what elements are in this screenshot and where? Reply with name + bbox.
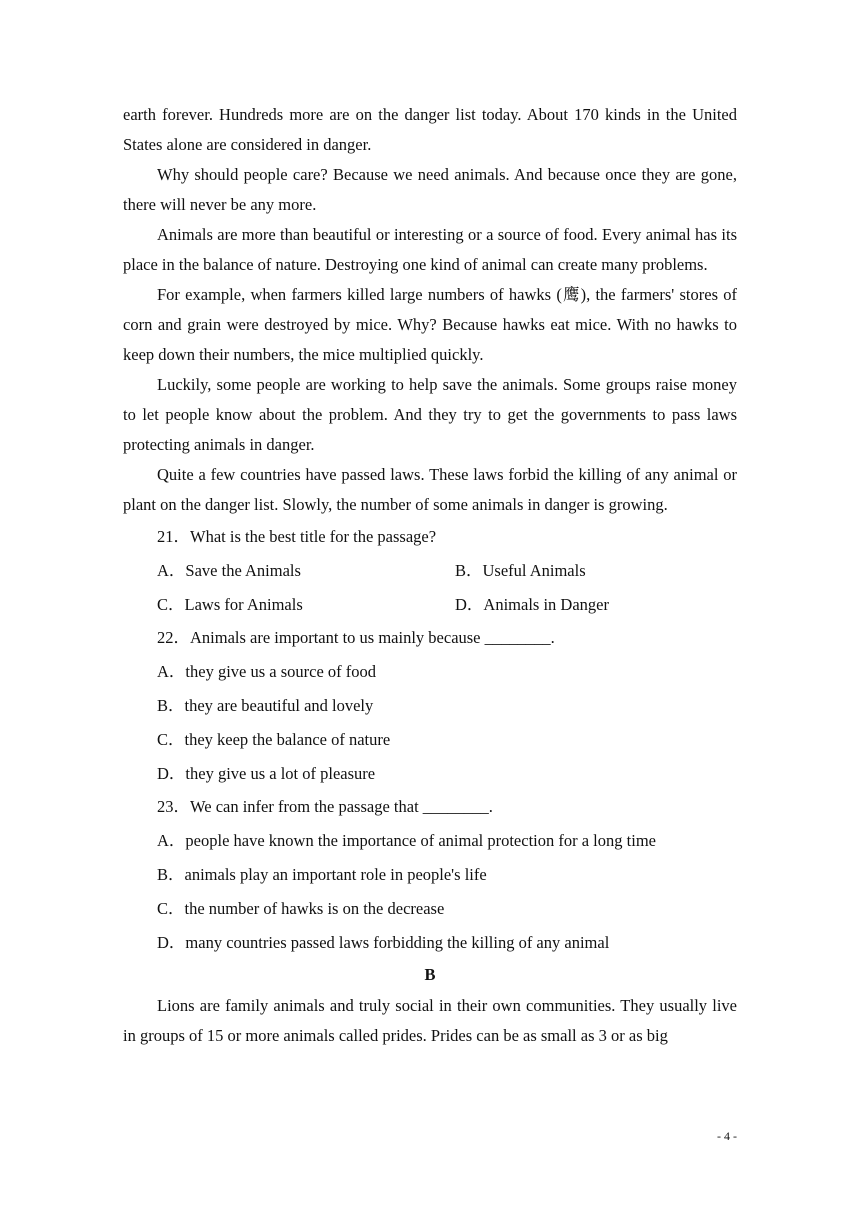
- paragraph-hawks-example: For example, when farmers killed large numbers of hawks (鹰), the farmers' stores of corn and grain were destroyed by mice. Why? Because hawks eat mice. With no hawks to keep down their numbers, the mice multiplied quickly.: [123, 285, 737, 364]
- options-row: [123, 588, 737, 622]
- question-23: [123, 790, 737, 959]
- paragraph-why-care: Why should people care? Because we need animals. And because once they are gone, there will never be any more.: [123, 165, 737, 214]
- option-a: A．Save the Animals: [157, 560, 301, 580]
- option-b: B．they are beautiful and lovely: [157, 695, 374, 715]
- paragraph-continued: earth forever. Hundreds more are on the danger list today. About 170 kinds in the United States alone are considered in danger.: [123, 105, 737, 154]
- section-heading: B: [424, 965, 436, 985]
- option-a: A．they give us a source of food: [157, 662, 377, 682]
- page-content: [123, 100, 737, 1051]
- paragraph-lions: Lions are family animals and truly social in their own communities. They usually live in groups of 15 or more animals called prides. Prides can be as small as 3 or as big: [123, 996, 737, 1046]
- paragraph-balance: Animals are more than beautiful or interesting or a source of food. Every animal has its place in the balance of nature. Destroying one kind of animal can create many problems.: [123, 225, 737, 274]
- option-d: D．they give us a lot of pleasure: [157, 763, 376, 783]
- option-c: C．Laws for Animals: [157, 594, 303, 614]
- paragraph-laws: Quite a few countries have passed laws. These laws forbid the killing of any animal or plant on the danger list. Slowly, the number of some animals in danger is growing.: [123, 465, 737, 514]
- question-22: [123, 621, 737, 790]
- question-stem: 23．We can infer from the passage that ________.: [157, 797, 493, 817]
- option-b: B．Useful Animals: [455, 560, 586, 580]
- question-stem: 21．What is the best title for the passage?: [157, 527, 437, 546]
- paragraph-save-animals: Luckily, some people are working to help save the animals. Some groups raise money to let people know about the problem. And they try to get the governments to pass laws protecting animals in danger.: [123, 375, 737, 454]
- question-21: [123, 520, 737, 621]
- page-number: - 4 -: [717, 1129, 737, 1143]
- options-row: [123, 554, 737, 588]
- option-d: D．Animals in Danger: [455, 594, 609, 614]
- option-b: B．animals play an important role in people's life: [157, 864, 487, 884]
- question-stem: 22．Animals are important to us mainly because ________.: [157, 628, 555, 648]
- option-d: D．many countries passed laws forbidding the killing of any animal: [157, 932, 610, 952]
- option-c: C．the number of hawks is on the decrease: [157, 898, 445, 918]
- option-c: C．they keep the balance of nature: [157, 729, 391, 749]
- option-a: A．people have known the importance of animal protection for a long time: [157, 831, 656, 851]
